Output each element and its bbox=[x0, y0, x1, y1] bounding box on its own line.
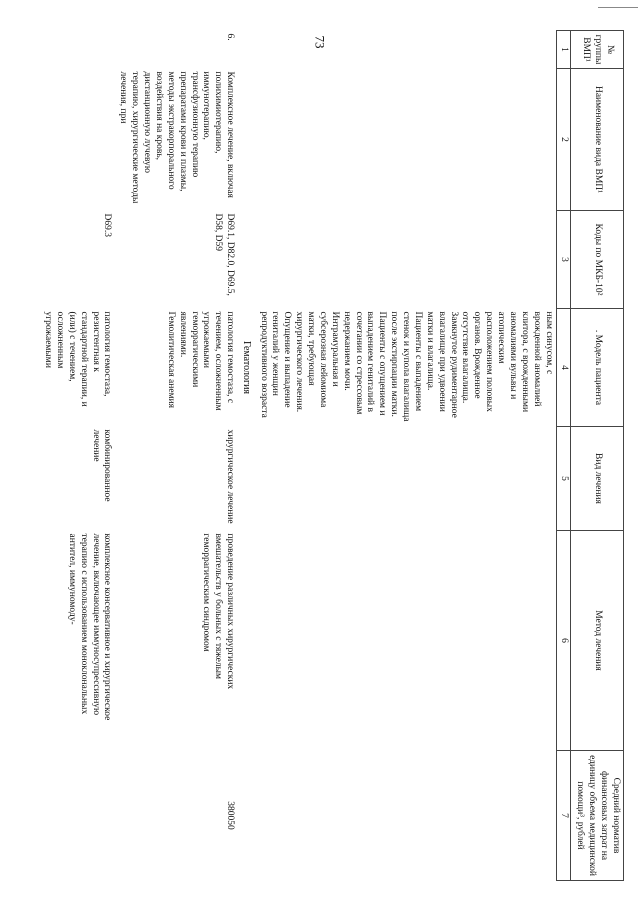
group-no-cell: 6. bbox=[225, 33, 236, 41]
column-number: 4 bbox=[556, 309, 571, 427]
avg-cost-cell: 380050 bbox=[225, 801, 236, 830]
header-icd-codes: Коды по МКБ-10² bbox=[571, 211, 624, 309]
column-number: 3 bbox=[556, 211, 571, 309]
section-row bbox=[237, 31, 255, 881]
treatment-method-cell: комплексное консервативное и хирургическое лечение, включающее иммуносупрессивную терапию с использованием моноклональных антител, иммуномоду- bbox=[66, 533, 113, 721]
column-number: 6 bbox=[556, 531, 571, 751]
patient-model-cell: патология гемостаза, с течением, осложненным угрожаемыми геморрагическими явлениями. Гемолитическая анемия bbox=[165, 311, 236, 411]
icd-codes-cell: D69.1, D82.0, D69.5, D58, D59 bbox=[213, 213, 236, 296]
table-row-continuation bbox=[255, 31, 556, 881]
section-title: Гематология bbox=[240, 340, 252, 395]
patient-model-cell: патология гемостаза, резистентная к стандартной терапии, и (или) с течением, осложненным угрожаемыми bbox=[43, 311, 113, 407]
header-group-no: № группы ВМП¹ bbox=[571, 31, 624, 69]
column-number: 5 bbox=[556, 427, 571, 531]
page-number: 73 bbox=[312, 35, 327, 49]
vmp-table-sheet bbox=[43, 30, 624, 880]
table-row bbox=[115, 31, 238, 881]
group-no-cell bbox=[39, 31, 114, 69]
header-vmp-name: Наименование вида ВМП¹ bbox=[571, 69, 624, 211]
patient-model-cell: ным синусом, с врожденной аномалией клитора, с врожденными аномалиями вульвы и атопическим расположением половых органов. Врожденное отсутствие влагалища. Замкнутое рудиментарное влагалище при удвоении матки и влагалища. Пациенты с выпадением стенок и купола влагалища после экстирпации матки. Пациенты с опущением и выпадением гениталий в сочетании со стрессовым недержанием мочи. Интрамуральная и субсерозная лейомиома матки, требующая хирургического лечения. Опущение и выпадение гениталий у женщин репродуктивного возраста bbox=[258, 311, 554, 422]
avg-cost-cell bbox=[39, 751, 114, 881]
column-number: 1 bbox=[556, 31, 571, 69]
header-treatment-method: Метод лечения bbox=[571, 531, 624, 751]
column-number-row bbox=[556, 31, 571, 881]
treatment-method-cell: проведение различных хирургических вмешательств у больных с тяжелым геморрагическим синдромом bbox=[201, 533, 236, 690]
treatment-type-cell: комбинированное лечение bbox=[90, 429, 113, 502]
table-row bbox=[39, 31, 114, 881]
header-treatment-type: Вид лечения bbox=[571, 427, 624, 531]
vmp-name-cell bbox=[39, 69, 114, 211]
scan-edge-mark bbox=[598, 7, 638, 8]
icd-codes-cell: D69.3 bbox=[102, 213, 113, 237]
header-patient-model: . Модель пациента bbox=[571, 309, 624, 427]
column-number: 2 bbox=[556, 69, 571, 211]
treatment-type-cell: хирургическое лечение bbox=[225, 429, 236, 524]
vmp-name-cell: Комплексное лечение, включая полихимиотерапию, иммунотерапию, трансфузионную терапию препаратами крови и плазмы, методы экстракорпорального воздействия на кровь, дистанционную лучевую терапию, хирургические методы лечения, при bbox=[118, 71, 236, 204]
vmp-table bbox=[39, 30, 624, 881]
header-avg-cost: Средний норматив финансовых затрат на единицу объема медицинской помощи³, рублей bbox=[571, 751, 624, 881]
column-number: 7 bbox=[556, 751, 571, 881]
header-row bbox=[571, 31, 624, 881]
